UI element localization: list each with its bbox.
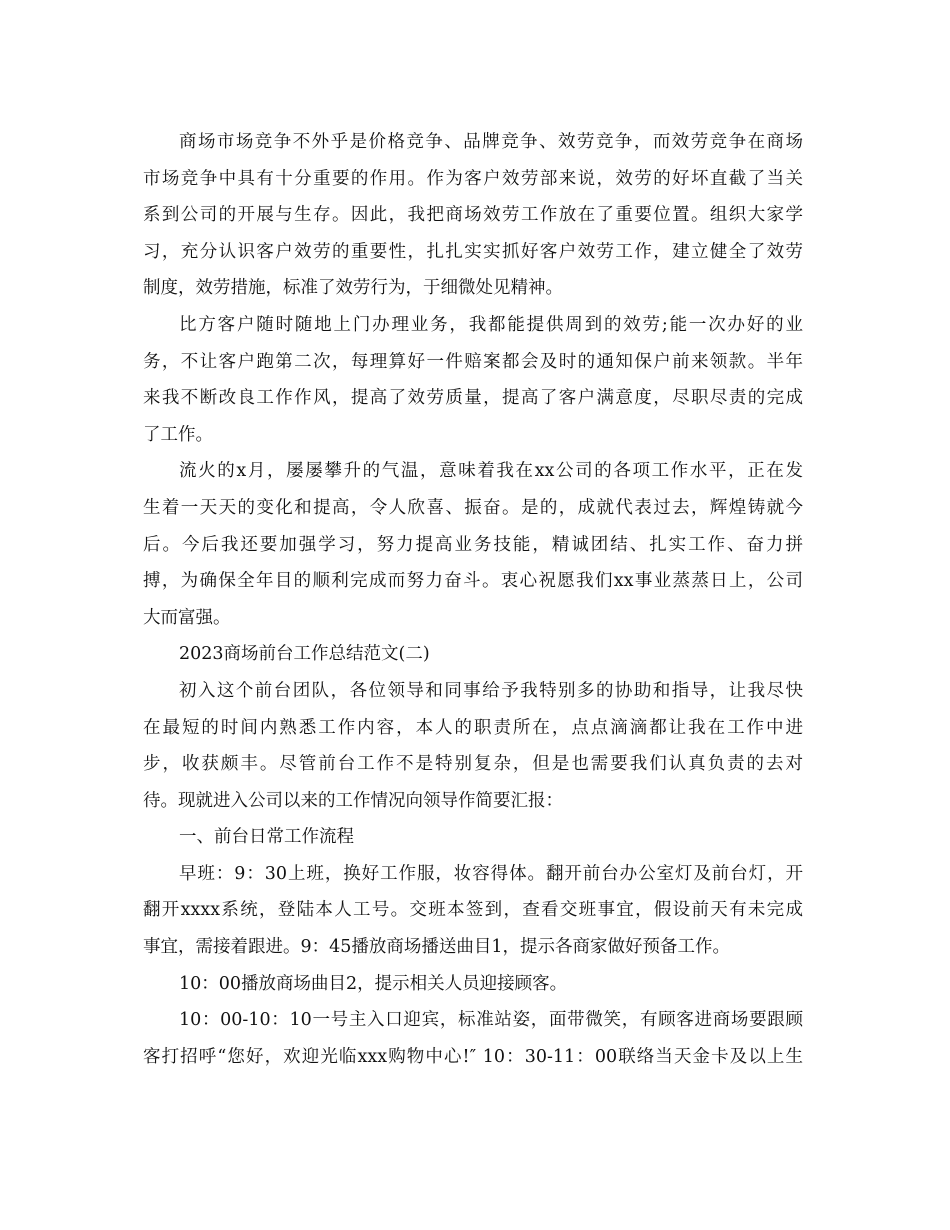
paragraph [143,673,803,819]
text-line: 在最短的时间内熟悉工作内容，本人的职责所在，点点滴滴都让我在工作中进 [143,717,803,738]
text-line: 习，充分认识客户效劳的重要性，扎扎实实抓好客户效劳工作，建立健全了效劳 [143,241,803,262]
text-line: 早班：9：30上班，换好工作服，妆容得体。翻开前台办公室灯及前台灯，开 [179,863,803,884]
section-title-text: 2023商场前台工作总结范文(二) [179,644,430,665]
text-line: 务，不让客户跑第二次，每理算好一件赔案都会及时的通知保户前来领款。半年 [143,351,803,372]
subsection-title [143,819,803,856]
text-line: 比方客户随时随地上门办理业务，我都能提供周到的效劳;能一次办好的业 [179,314,803,335]
paragraph [143,307,803,453]
subsection-title-text: 一、前台日常工作流程 [179,827,354,848]
text-line: 客打招呼“您好，欢迎光临xxx购物中心!″ 10：30-11：00联络当天金卡及以上生 [143,1046,803,1067]
text-line: 10：00-10：10一号主入口迎宾，标准站姿，面带微笑，有顾客进商场要跟顾 [179,1010,803,1031]
text-line: 了工作。 [143,424,213,445]
text-line: 商场市场竞争不外乎是价格竞争、品牌竞争、效劳竞争，而效劳竞争在商场 [179,132,803,152]
paragraph [143,453,803,636]
text-line: 大而富强。 [143,607,231,628]
text-line: 事宜，需接着跟进。9：45播放商场播送曲目1，提示各商家做好预备工作。 [143,937,731,958]
text-line: 10：00播放商场曲目2，提示相关人员迎接顾客。 [179,973,568,994]
text-line: 步，收获颇丰。尽管前台工作不是特别复杂，但是也需要我们认真负责的去对 [143,754,803,775]
text-line: 系到公司的开展与生存。因此，我把商场效劳工作放在了重要位置。组织大家学 [143,205,803,226]
paragraph [143,124,803,307]
text-line: 制度，效劳措施，标准了效劳行为，于细微处见精神。 [143,278,563,299]
section-title [143,636,803,673]
text-line: 初入这个前台团队，各位领导和同事给予我特别多的协助和指导，让我尽快 [179,680,803,701]
text-line: 市场竞争中具有十分重要的作用。作为客户效劳部来说，效劳的好坏直截了当关 [143,168,803,189]
text-line: 生着一天天的变化和提高，令人欣喜、振奋。是的，成就代表过去，辉煌铸就今 [143,497,803,518]
text-line: 翻开xxxx系统，登陆本人工号。交班本签到，查看交班事宜，假设前天有未完成 [143,900,803,921]
document-body [143,124,803,1075]
text-line: 流火的x月，屡屡攀升的气温，意味着我在xx公司的各项工作水平，正在发 [179,461,803,482]
paragraph [143,856,803,966]
paragraph [143,1002,803,1075]
text-line: 待。现就进入公司以来的工作情况向领导作简要汇报： [143,790,563,811]
paragraph [143,966,803,1003]
text-line: 后。今后我还要加强学习，努力提高业务技能，精诚团结、扎实工作、奋力拼 [143,534,803,555]
text-line: 来我不断改良工作作风，提高了效劳质量，提高了客户满意度，尽职尽责的完成 [143,388,803,409]
text-line: 搏，为确保全年目的顺利完成而努力奋斗。衷心祝愿我们xx事业蒸蒸日上，公司 [143,571,803,592]
